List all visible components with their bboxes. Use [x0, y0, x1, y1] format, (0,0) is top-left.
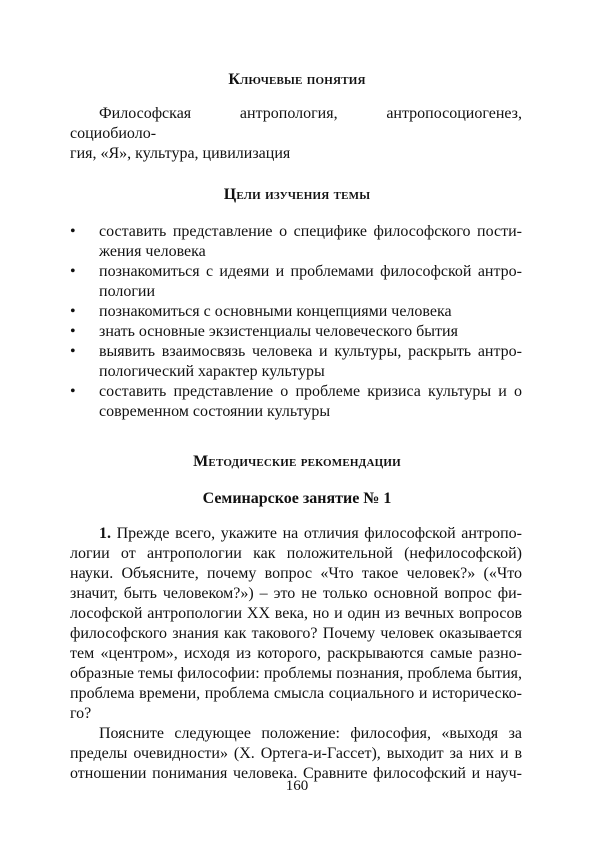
recommendations-heading: Методические рекомендации — [193, 453, 401, 470]
goal-item — [70, 322, 522, 342]
key-concepts-line: Философская антропология, антропосоциогенез, социобиоло- — [70, 105, 522, 142]
goal-line: знать основные экзистенциалы человеческого бытия — [99, 323, 458, 340]
seminar-title: Семинарское занятие № 1 — [202, 490, 392, 507]
paragraph-line: Поясните следующее положение: философия, «выходя за — [99, 725, 522, 742]
goal-line: составить представление о проблеме кризиса культуры и о — [99, 383, 522, 400]
goal-line: познакомиться с идеями и проблемами философской антро- — [99, 263, 522, 280]
paragraph-line — [70, 524, 522, 544]
goal-item — [70, 302, 522, 322]
paragraph-line: философского знания как такового? Почему человек оказывается — [70, 625, 522, 642]
paragraph-line: науки. Объясните, почему вопрос «Что такое человек?» («Что — [70, 565, 522, 582]
bullet-marker: • — [70, 343, 76, 360]
goal-item — [70, 222, 522, 262]
goal-line: составить представление о специфике философского пости- — [99, 223, 522, 240]
paragraph-line: значит, быть человеком?») – это не только основной вопрос фи- — [70, 585, 522, 602]
goal-line: пологии — [99, 283, 156, 300]
item-number: 1. — [99, 525, 111, 542]
paragraph-line: лософской антропологии XX века, но и один из вечных вопросов — [70, 605, 522, 622]
paragraph-line: пределы очевидности» (Х. Ортега-и-Гассет), выходит за них и в — [70, 745, 522, 762]
bullet-marker: • — [70, 303, 76, 320]
goal-item — [70, 342, 522, 382]
goals-list — [70, 222, 522, 422]
paragraph-line: тем «центром», исходя из которого, раскрываются самые разно- — [70, 645, 522, 662]
page-number: 160 — [285, 778, 309, 794]
paragraph-line: го? — [70, 705, 92, 722]
paragraph-line: образные темы философии: проблемы познания, проблема бытия, — [70, 665, 522, 682]
key-concepts-text — [70, 104, 522, 164]
goal-line: выявить взаимосвязь человека и культуры, раскрыть антро- — [99, 343, 522, 360]
bullet-marker: • — [70, 323, 76, 340]
goal-line: пологический характер культуры — [99, 363, 325, 380]
key-concepts-line: гия, «Я», культура, цивилизация — [70, 145, 291, 162]
paragraph-line: логии от антропологии как положительной (нефилософской) — [70, 545, 522, 562]
key-concepts-heading: Ключевые понятия — [228, 71, 366, 88]
bullet-marker: • — [70, 223, 76, 240]
bullet-marker: • — [70, 263, 76, 280]
goal-item — [70, 382, 522, 422]
paragraph-1 — [70, 524, 522, 724]
paragraph-line: проблема времени, проблема смысла социального и историческо- — [70, 685, 522, 702]
goal-line: познакомиться с основными концепциями человека — [99, 303, 452, 320]
goals-heading: Цели изучения темы — [223, 186, 371, 203]
paragraph-line: отношении понимания человека. Сравните философский и науч- — [70, 765, 522, 782]
goal-item — [70, 262, 522, 302]
bullet-marker: • — [70, 383, 76, 400]
paragraph-line-text: Прежде всего, укажите на отличия философской антропо- — [116, 525, 523, 542]
paragraph-2 — [70, 724, 522, 784]
goal-line: современном состоянии культуры — [99, 403, 331, 420]
goal-line: жения человека — [99, 243, 206, 260]
